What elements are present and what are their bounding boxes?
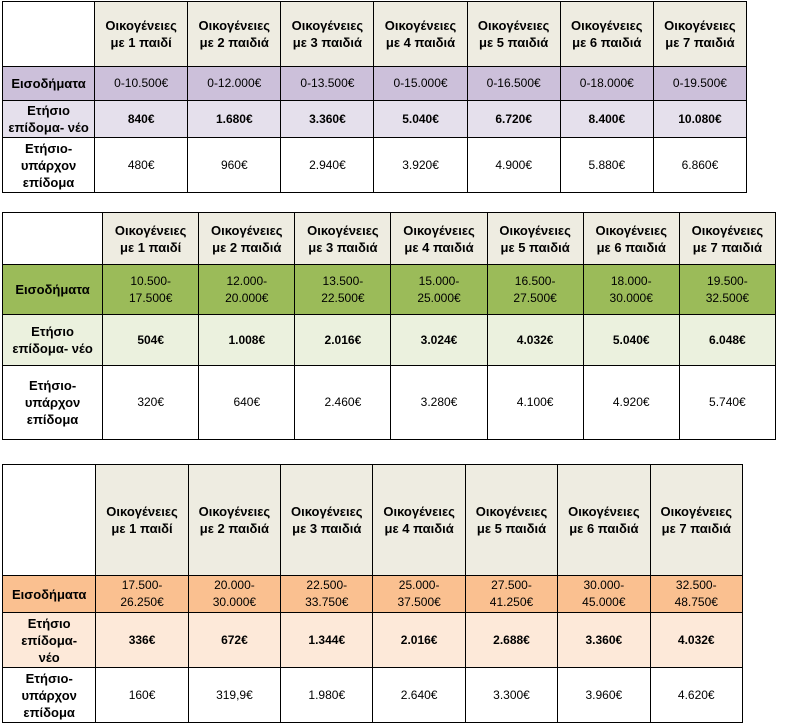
income-row [3,67,747,101]
new-benefit-label: Ετήσιο επίδομα- νέο [3,315,103,366]
header-cell: Οικογένειες με 2 παιδιά [188,465,280,576]
new-benefit-cell: 5.040€ [583,315,679,366]
old-benefit-cell: 160€ [96,668,188,723]
benefit-table-2 [2,212,776,440]
income-row [3,265,776,315]
corner-cell [3,2,95,67]
header-cell: Οικογένειες με 4 παιδιά [391,213,487,265]
new-benefit-cell: 6.048€ [679,315,775,366]
new-benefit-cell: 8.400€ [560,101,653,138]
old-benefit-row [3,668,743,723]
old-benefit-cell: 1.980€ [281,668,373,723]
header-cell: Οικογένειες με 7 παιδιά [653,2,746,67]
old-benefit-cell: 3.920€ [374,138,467,193]
income-cell: 0-10.500€ [95,67,188,101]
old-benefit-cell: 6.860€ [653,138,746,193]
header-cell: Οικογένειες με 2 παιδιά [199,213,295,265]
new-benefit-cell: 840€ [95,101,188,138]
income-cell: 22.500- 33.750€ [281,576,373,613]
header-cell: Οικογένειες με 6 παιδιά [558,465,650,576]
new-benefit-cell: 1.008€ [199,315,295,366]
header-cell: Οικογένειες με 1 παιδί [103,213,199,265]
income-cell: 19.500- 32.500€ [679,265,775,315]
income-cell: 17.500- 26.250€ [96,576,188,613]
old-benefit-label: Ετήσιο- υπάρχον επίδομα [3,668,96,723]
benefit-table-3 [2,464,743,723]
new-benefit-row [3,101,747,138]
new-benefit-cell: 1.344€ [281,613,373,668]
old-benefit-cell: 2.940€ [281,138,374,193]
header-cell: Οικογένειες με 5 παιδιά [467,2,560,67]
new-benefit-label: Ετήσιο επίδομα- νέο [3,101,95,138]
old-benefit-label: Ετήσιο- υπάρχον επίδομα [3,138,95,193]
income-row [3,576,743,613]
income-cell: 0-13.500€ [281,67,374,101]
new-benefit-cell: 2.016€ [373,613,465,668]
new-benefit-cell: 6.720€ [467,101,560,138]
old-benefit-cell: 3.300€ [465,668,557,723]
income-label: Εισοδήματα [3,576,96,613]
old-benefit-cell: 640€ [199,366,295,440]
new-benefit-cell: 672€ [188,613,280,668]
old-benefit-cell: 2.640€ [373,668,465,723]
old-benefit-cell: 4.900€ [467,138,560,193]
header-cell: Οικογένειες με 6 παιδιά [560,2,653,67]
old-benefit-label: Ετήσιο- υπάρχον επίδομα [3,366,103,440]
header-cell: Οικογένειες με 4 παιδιά [373,465,465,576]
header-cell: Οικογένειες με 7 παιδιά [650,465,742,576]
old-benefit-row [3,366,776,440]
old-benefit-cell: 3.960€ [558,668,650,723]
income-cell: 0-16.500€ [467,67,560,101]
new-benefit-cell: 10.080€ [653,101,746,138]
header-cell: Οικογένειες με 1 παιδί [96,465,188,576]
benefit-table-1 [2,1,747,193]
header-row [3,213,776,265]
income-cell: 20.000- 30.000€ [188,576,280,613]
income-cell: 27.500- 41.250€ [465,576,557,613]
income-cell: 13.500- 22.500€ [295,265,391,315]
income-label: Εισοδήματα [3,67,95,101]
header-cell: Οικογένειες με 3 παιδιά [295,213,391,265]
header-cell: Οικογένειες με 7 παιδιά [679,213,775,265]
income-cell: 0-15.000€ [374,67,467,101]
new-benefit-cell: 5.040€ [374,101,467,138]
old-benefit-cell: 4.920€ [583,366,679,440]
old-benefit-cell: 4.620€ [650,668,742,723]
old-benefit-cell: 319,9€ [188,668,280,723]
new-benefit-cell: 504€ [103,315,199,366]
income-cell: 0-19.500€ [653,67,746,101]
new-benefit-cell: 2.688€ [465,613,557,668]
header-cell: Οικογένειες με 5 παιδιά [487,213,583,265]
old-benefit-cell: 960€ [188,138,281,193]
old-benefit-cell: 5.880€ [560,138,653,193]
income-cell: 0-12.000€ [188,67,281,101]
header-cell: Οικογένειες με 4 παιδιά [374,2,467,67]
new-benefit-cell: 3.360€ [558,613,650,668]
new-benefit-cell: 2.016€ [295,315,391,366]
old-benefit-cell: 480€ [95,138,188,193]
header-cell: Οικογένειες με 2 παιδιά [188,2,281,67]
new-benefit-cell: 3.360€ [281,101,374,138]
income-cell: 16.500- 27.500€ [487,265,583,315]
header-cell: Οικογένειες με 1 παιδί [95,2,188,67]
new-benefit-cell: 4.032€ [487,315,583,366]
income-cell: 18.000- 30.000€ [583,265,679,315]
header-cell: Οικογένειες με 3 παιδιά [281,465,373,576]
old-benefit-cell: 2.460€ [295,366,391,440]
income-label: Εισοδήματα [3,265,103,315]
old-benefit-cell: 320€ [103,366,199,440]
income-cell: 32.500- 48.750€ [650,576,742,613]
corner-cell [3,213,103,265]
new-benefit-row [3,613,743,668]
header-row [3,465,743,576]
income-cell: 10.500- 17.500€ [103,265,199,315]
new-benefit-row [3,315,776,366]
header-cell: Οικογένειες με 6 παιδιά [583,213,679,265]
new-benefit-cell: 4.032€ [650,613,742,668]
income-cell: 30.000- 45.000€ [558,576,650,613]
old-benefit-cell: 5.740€ [679,366,775,440]
old-benefit-cell: 3.280€ [391,366,487,440]
new-benefit-cell: 3.024€ [391,315,487,366]
new-benefit-cell: 336€ [96,613,188,668]
corner-cell [3,465,96,576]
header-cell: Οικογένειες με 3 παιδιά [281,2,374,67]
income-cell: 25.000- 37.500€ [373,576,465,613]
income-cell: 15.000- 25.000€ [391,265,487,315]
income-cell: 0-18.000€ [560,67,653,101]
old-benefit-cell: 4.100€ [487,366,583,440]
old-benefit-row [3,138,747,193]
header-cell: Οικογένειες με 5 παιδιά [465,465,557,576]
header-row [3,2,747,67]
new-benefit-cell: 1.680€ [188,101,281,138]
income-cell: 12.000- 20.000€ [199,265,295,315]
new-benefit-label: Ετήσιο επίδομα- νέο [3,613,96,668]
